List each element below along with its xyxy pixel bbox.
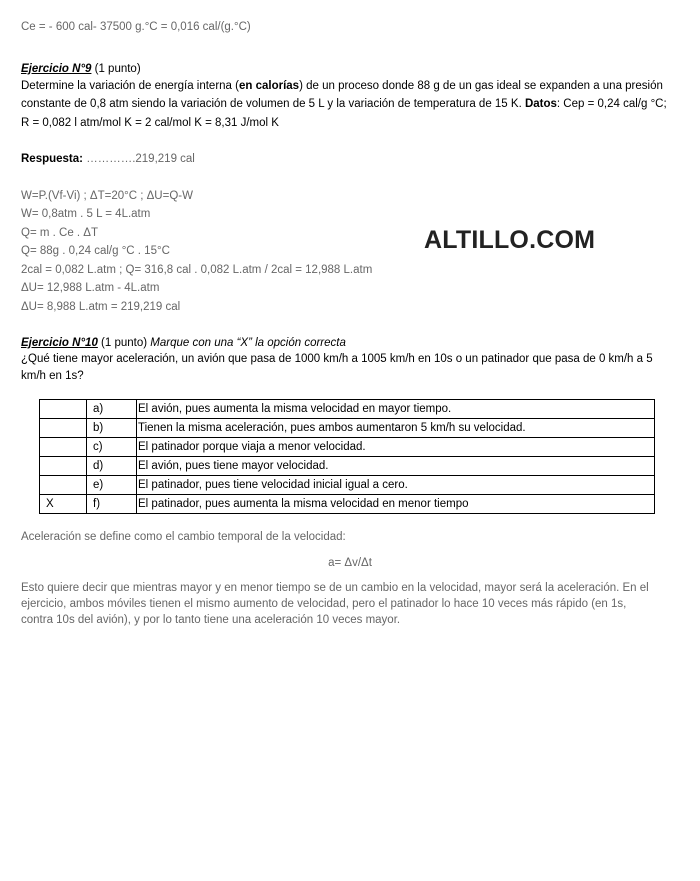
exercise-10-title: Ejercicio N°10: [21, 337, 98, 349]
exercise-9-answer: [21, 151, 195, 167]
exercise-9-statement-line3: R = 0,082 l atm/mol K = 2 cal/mol K = 8,31 J/mol K: [21, 117, 279, 129]
top-result-line: Ce = - 600 cal- 37500 g.°C = 0,016 cal/(g.°C): [21, 21, 251, 33]
statement-text: : Cep = 0,24 cal/g °C;: [556, 98, 667, 110]
exercise-10-points: (1 punto): [97, 337, 151, 349]
work-line: ΔU= 12,988 L.atm - 4L.atm: [21, 282, 160, 294]
option-row[interactable]: [40, 476, 655, 495]
exercise-9-points: (1 punto): [91, 63, 141, 75]
option-text: El patinador, pues tiene velocidad inicial igual a cero.: [137, 476, 655, 495]
option-letter: e): [87, 476, 137, 495]
option-mark[interactable]: [40, 438, 87, 457]
work-line: ΔU= 8,988 L.atm = 219,219 cal: [21, 301, 181, 313]
explanation-line: Esto quiere decir que mientras mayor y en menor tiempo se de un cambio en la velocidad, mayor será la aceleración. En el: [21, 582, 649, 594]
option-text: Tienen la misma aceleración, pues ambos aumentaron 5 km/h su velocidad.: [137, 419, 655, 438]
watermark-logo: ALTILLO.COM: [424, 226, 596, 254]
exercise-10-heading: [21, 335, 346, 351]
work-line: W=P.(Vf-Vi) ; ΔT=20°C ; ΔU=Q-W: [21, 190, 193, 202]
answer-label: Respuesta:: [21, 153, 83, 165]
work-line: Q= 88g . 0,24 cal/g °C . 15°C: [21, 245, 170, 257]
exercise-10-question-line1: ¿Qué tiene mayor aceleración, un avión que pasa de 1000 km/h a 1005 km/h en 10s o un patinador que pasa de 0 km/h a 5: [21, 353, 653, 365]
option-letter: b): [87, 419, 137, 438]
exercise-9-statement-line2: [21, 96, 667, 112]
option-row[interactable]: [40, 400, 655, 419]
option-mark[interactable]: [40, 400, 87, 419]
statement-text: ) de un proceso donde 88 g de un gas ideal se expanden a una presión: [299, 80, 663, 92]
option-letter: a): [87, 400, 137, 419]
explanation-line: Aceleración se define como el cambio temporal de la velocidad:: [21, 531, 346, 543]
exercise-10-question-line2: km/h en 1s?: [21, 370, 84, 382]
explanation-line: ejercicio, ambos móviles tienen el mismo aumento de velocidad, pero el patinador lo hace 10 veces más rápido (en 1s,: [21, 598, 627, 610]
options-table: [39, 399, 655, 514]
exercise-9-heading: [21, 61, 141, 77]
statement-bold: en calorías: [238, 80, 300, 92]
option-text: El avión, pues tiene mayor velocidad.: [137, 457, 655, 476]
option-letter: f): [87, 495, 137, 514]
option-text: El avión, pues aumenta la misma velocidad en mayor tiempo.: [137, 400, 655, 419]
acceleration-formula: a= Δv/Δt: [328, 557, 372, 569]
option-text: El patinador porque viaja a menor velocidad.: [137, 438, 655, 457]
statement-text: constante de 0,8 atm siendo la variación de volumen de 5 L y la variación de temperatura de 15 K.: [21, 98, 525, 110]
work-line: W= 0,8atm . 5 L = 4L.atm: [21, 208, 151, 220]
explanation-line: contra 10s del avión), y por lo tanto tiene una aceleración 10 veces mayor.: [21, 614, 401, 626]
option-row[interactable]: [40, 419, 655, 438]
option-row[interactable]: [40, 438, 655, 457]
option-text: El patinador, pues aumenta la misma velocidad en menor tiempo: [137, 495, 655, 514]
option-mark-selected[interactable]: X: [40, 495, 87, 514]
answer-value: ………….219,219 cal: [83, 153, 195, 165]
option-mark[interactable]: [40, 457, 87, 476]
exercise-9-statement-line1: [21, 78, 663, 94]
work-line: 2cal = 0,082 L.atm ; Q= 316,8 cal . 0,082 L.atm / 2cal = 12,988 L.atm: [21, 264, 373, 276]
statement-text: Determine la variación de energía interna (: [21, 80, 239, 92]
exercise-10-instruction: Marque con una “X” la opción correcta: [150, 337, 346, 349]
exercise-9-title: Ejercicio N°9: [21, 63, 92, 75]
datos-label: Datos: [524, 98, 557, 110]
option-row-selected[interactable]: [40, 495, 655, 514]
option-mark[interactable]: [40, 419, 87, 438]
option-mark[interactable]: [40, 476, 87, 495]
option-letter: d): [87, 457, 137, 476]
option-row[interactable]: [40, 457, 655, 476]
work-line: Q= m . Ce . ΔT: [21, 227, 99, 239]
option-letter: c): [87, 438, 137, 457]
